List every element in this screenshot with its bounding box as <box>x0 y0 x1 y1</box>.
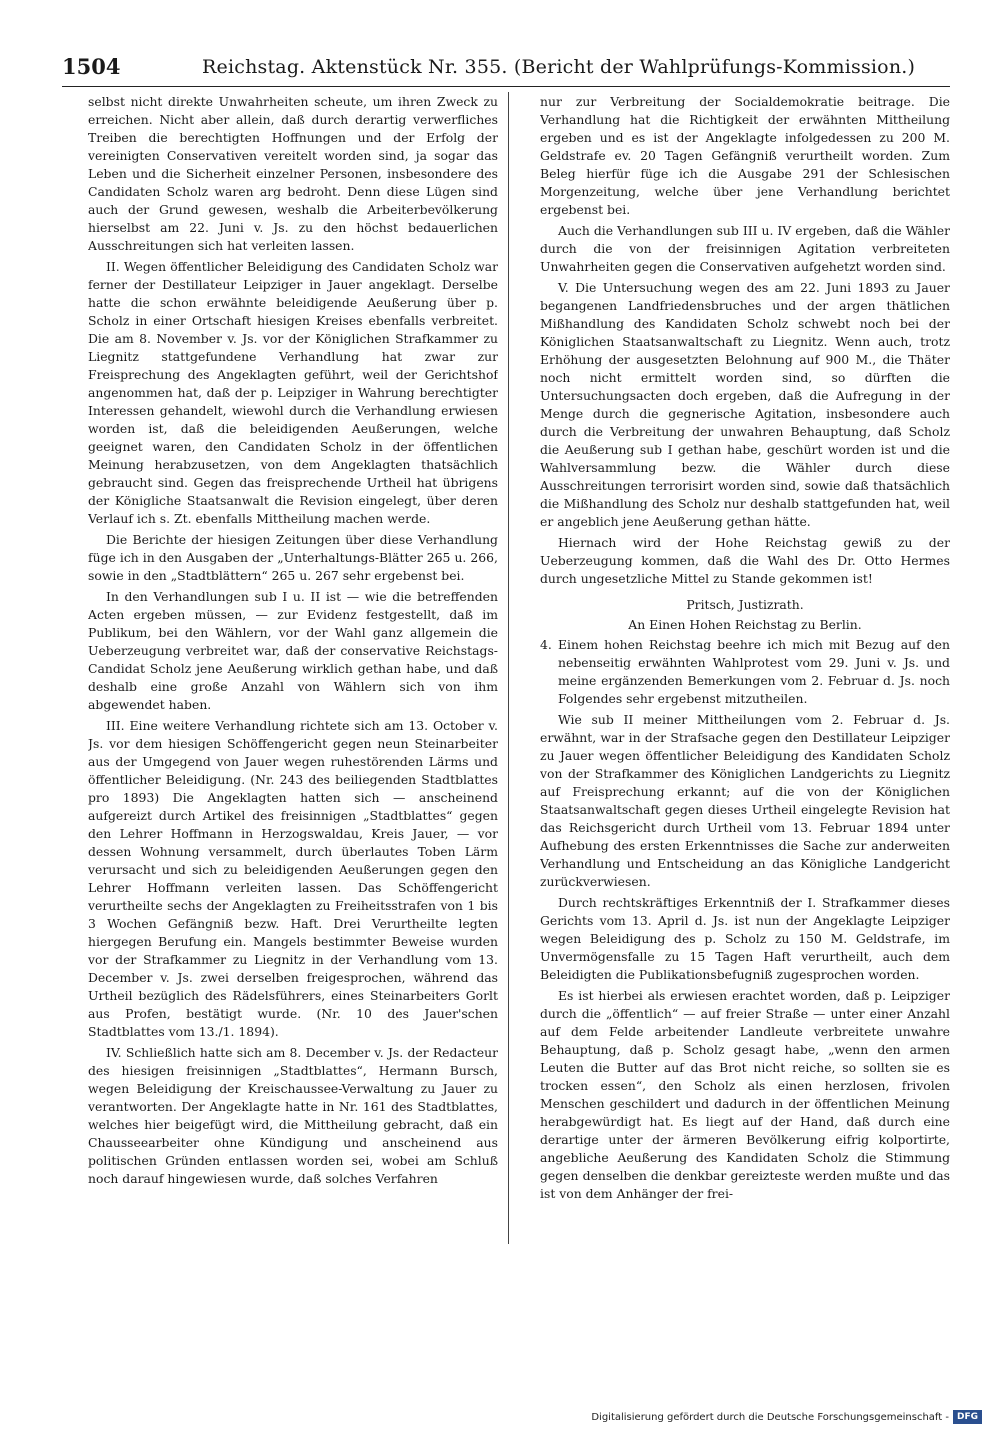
paragraph: Wie sub II meiner Mittheilungen vom 2. Februar d. Js. erwähnt, war in der Strafsache gegen den Destillateur Leipziger zu Jauer wegen öffentlicher Beleidigung des Kandidaten Scholz von der Strafkammer des Königlichen Landgerichts zu Liegnitz auf Freisprechung erkannt; auf die von der Königlichen Staatsanwaltschaft gegen dieses Urtheil eingelegte Revision hat das Reichsgericht durch Urtheil vom 13. Februar 1894 unter Aufhebung des ersten Erkenntnisses die Sache zur anderweiten Verhandlung und Entscheidung an das Königliche Landgericht zurückverwiesen. <box>540 712 950 889</box>
address-line: An Einen Hohen Reichstag zu Berlin. <box>628 617 862 632</box>
right-column <box>540 93 950 1355</box>
column-divider <box>508 92 509 1244</box>
page-number: 1504 <box>62 54 121 79</box>
paragraph: V. Die Untersuchung wegen des am 22. Juni 1893 zu Jauer begangenen Landfriedensbruches und der argen thätlichen Mißhandlung des Kandidaten Scholz schwebt noch bei der Königlichen Staatsanwaltschaft zu Liegnitz. Wenn auch, trotz Erhöhung der ausgesetzten Belohnung auf 900 M., die Thäter noch nicht ermittelt worden sind, so dürften die Untersuchungsacten doch ergeben, daß die Aufregung in der Menge durch die gegnerische Agitation, insbesondere auch durch die Verbreitung der unwahren Behauptung, daß Scholz die Aeußerung sub I gethan habe, geschürt worden ist und die Wahlversammlung bezw. die Wähler durch diese Ausschreitungen terrorisirt worden sind, sowie daß thatsächlich die Mißhandlung des Scholz nur deshalb stattgefunden hat, weil er angeblich jene Aeußerung gethan hätte. <box>540 280 950 529</box>
item-number: 4. <box>540 637 552 652</box>
running-title: Reichstag. Aktenstück Nr. 355. (Bericht der Wahlprüfungs-Kommission.) <box>202 56 916 78</box>
paragraph-text: Einem hohen Reichstag beehre ich mich mit Bezug auf den nebenseitig erwähnten Wahlprotest vom 29. Juni v. Js. und meine ergänzenden Bemerkungen vom 2. Februar d. Js. noch Folgendes sehr ergebenst mitzutheilen. <box>558 637 950 706</box>
paragraph: Es ist hierbei als erwiesen erachtet worden, daß p. Leipziger durch die „öffentlich“ — auf freier Straße — unter einer Anzahl auf dem Felde arbeitender Landleute verbreitete unwahre Behauptung, daß p. Scholz gesagt habe, „wenn den armen Leuten die Butter auf das Brot nicht reiche, so sollten sie es trocken essen“, den Scholz als einen herzlosen, frivolen Menschen geschildert und dadurch in der öffentlichen Meinung herabgewürdigt hat. Es liegt auf der Hand, daß durch eine derartige unter der ärmeren Bevölkerung eifrig kolportirte, angebliche Aeußerung des Kandidaten Scholz die Stimmung gegen denselben die denkbar gereizteste werden mußte und das ist von dem Anhänger der frei- <box>540 988 950 1201</box>
paragraph: selbst nicht direkte Unwahrheiten scheute, um ihren Zweck zu erreichen. Nicht aber allein, daß durch derartig verwerfliches Treiben die berechtigten Hoffnungen und der Erfolg der vereinigten Conservativen vereitelt worden sind, ja sogar das Leben und die Sicherheit einzelner Personen, insbesondere des Candidaten Scholz waren arg bedroht. Denn diese Lügen sind auch der Grund gewesen, weshalb die Arbeiterbevölkerung hierselbst am 22. Juni v. Js. zu den höchst bedauerlichen Ausschreitungen sich hat verleiten lassen. <box>88 94 498 253</box>
digitization-footer <box>591 1410 982 1426</box>
dfg-logo: DFG <box>953 1410 982 1424</box>
paragraph: II. Wegen öffentlicher Beleidigung des Candidaten Scholz war ferner der Destillateur Leipziger in Jauer angeklagt. Derselbe hatte die schon erwähnte beleidigende Aeußerung über p. Scholz in einer Ortschaft hiesigen Kreises ebenfalls verbreitet. Die am 8. November v. Js. vor der Königlichen Strafkammer zu Liegnitz stattgefundene Verhandlung hat zwar zur Freisprechung des Angeklagten geführt, weil der Gerichtshof angenommen hat, daß der p. Leipziger in Wahrung berechtigter Interessen gehandelt, wiewohl durch die Verhandlung erwiesen worden ist, daß die beleidigenden Aeußerungen, welche geeignet waren, den Candidaten Scholz in der öffentlichen Meinung herabzusetzen, von dem Angeklagten thatsächlich gebraucht sind. Gegen das freisprechende Urtheil hat übrigens der Königliche Staatsanwalt die Revision eingelegt, über deren Verlauf ich s. Zt. ebenfalls Mittheilung machen werde. <box>88 259 498 526</box>
footer-text: Digitalisierung gefördert durch die Deutsche Forschungsgemeinschaft - <box>591 1412 949 1423</box>
left-column <box>88 93 498 1355</box>
numbered-paragraph <box>540 636 950 708</box>
paragraph: III. Eine weitere Verhandlung richtete sich am 13. October v. Js. vor dem hiesigen Schöffengericht gegen neun Steinarbeiter aus der Umgegend von Jauer wegen ruhestörenden Lärms und öffentlicher Beleidigung. (Nr. 243 des beiliegenden Stadtblattes pro 1893) Die Angeklagten hatten sich — anscheinend aufgereizt durch Artikel des freisinnigen „Stadtblattes“ gegen den Lehrer Hoffmann in Herzogswaldau, Kreis Jauer, — vor dessen Wohnung versammelt, durch überlautes Toben Lärm verursacht und sich zu beleidigenden Aeußerungen gegen den Lehrer Hoffmann verleiten lassen. Das Schöffengericht verurtheilte sechs der Angeklagten zu Freiheitsstrafen von 1 bis 3 Wochen Gefängniß bezw. Haft. Drei Verurtheilte legten hiergegen Berufung ein. Mangels bestimmter Beweise wurden vor der Strafkammer zu Liegnitz in der Verhandlung vom 13. December v. Js. zwei derselben freigesprochen, während das Urtheil bezüglich des Rädelsführers, eines Steinarbeiters Gorlt aus Profen, bestätigt wurde. (Nr. 10 des Jauer'schen Stadtblattes vom 13./1. 1894). <box>88 718 498 1039</box>
page-header <box>62 50 942 84</box>
paragraph: nur zur Verbreitung der Socialdemokratie beitrage. Die Verhandlung hat die Richtigkeit der erwähnten Mittheilung ergeben und es ist der Angeklagte infolgedessen zu 200 M. Geldstrafe ev. 20 Tagen Gefängniß verurtheilt worden. Zum Beleg hierfür füge ich die Ausgabe 291 der Schlesischen Morgenzeitung, welche über jene Verhandlung berichtet ergebenst bei. <box>540 94 950 217</box>
paragraph: Hiernach wird der Hohe Reichstag gewiß zu der Ueberzeugung kommen, daß die Wahl des Dr. Otto Hermes durch ungesetzliche Mittel zu Stande gekommen ist! <box>540 535 950 586</box>
paragraph: Die Berichte der hiesigen Zeitungen über diese Verhandlung füge ich in den Ausgaben der „Unterhaltungs-Blätter 265 u. 266, sowie in den „Stadtblättern“ 265 u. 267 sehr ergebenst bei. <box>88 532 498 583</box>
paragraph: Auch die Verhandlungen sub III u. IV ergeben, daß die Wähler durch die von der freisinnigen Agitation verbreiteten Unwahrheiten gegen die Conservativen aufgehetzt worden sind. <box>540 223 950 274</box>
paragraph: IV. Schließlich hatte sich am 8. December v. Js. der Redacteur des hiesigen freisinnigen „Stadtblattes“, Hermann Bursch, wegen Beleidigung der Kreischaussee-Verwaltung zu Jauer zu verantworten. Der Angeklagte hatte in Nr. 161 des Stadtblattes, welches hier beigefügt wird, die Mittheilung gebracht, daß ein Chausseearbeiter ohne Kündigung und anscheinend aus politischen Gründen entlassen worden sei, wobei am Schluß noch darauf hingewiesen wurde, daß solches Verfahren <box>88 1045 498 1186</box>
header-rule <box>62 86 950 87</box>
paragraph: Durch rechtskräftiges Erkenntniß der I. Strafkammer dieses Gerichts vom 13. April d. Js. ist nun der Angeklagte Leipziger wegen Beleidigung des p. Scholz zu 150 M. Geldstrafe, im Unvermögensfalle zu 15 Tagen Haft verurtheilt, auch dem Beleidigten die Publikationsbefugniß zugesprochen worden. <box>540 895 950 982</box>
paragraph: In den Verhandlungen sub I u. II ist — wie die betreffenden Acten ergeben müssen, — zur Evidenz festgestellt, daß im Publikum, bei den Wählern, vor der Wahl ganz allgemein die Ueberzeugung verbreitet war, daß der conservative Reichstags-Candidat Scholz jene Aeußerung wirklich gethan habe, und daß deshalb eine große Anzahl von Wählern sich von ihm abgewendet haben. <box>88 589 498 712</box>
signature: Pritsch, Justizrath. <box>686 597 804 612</box>
